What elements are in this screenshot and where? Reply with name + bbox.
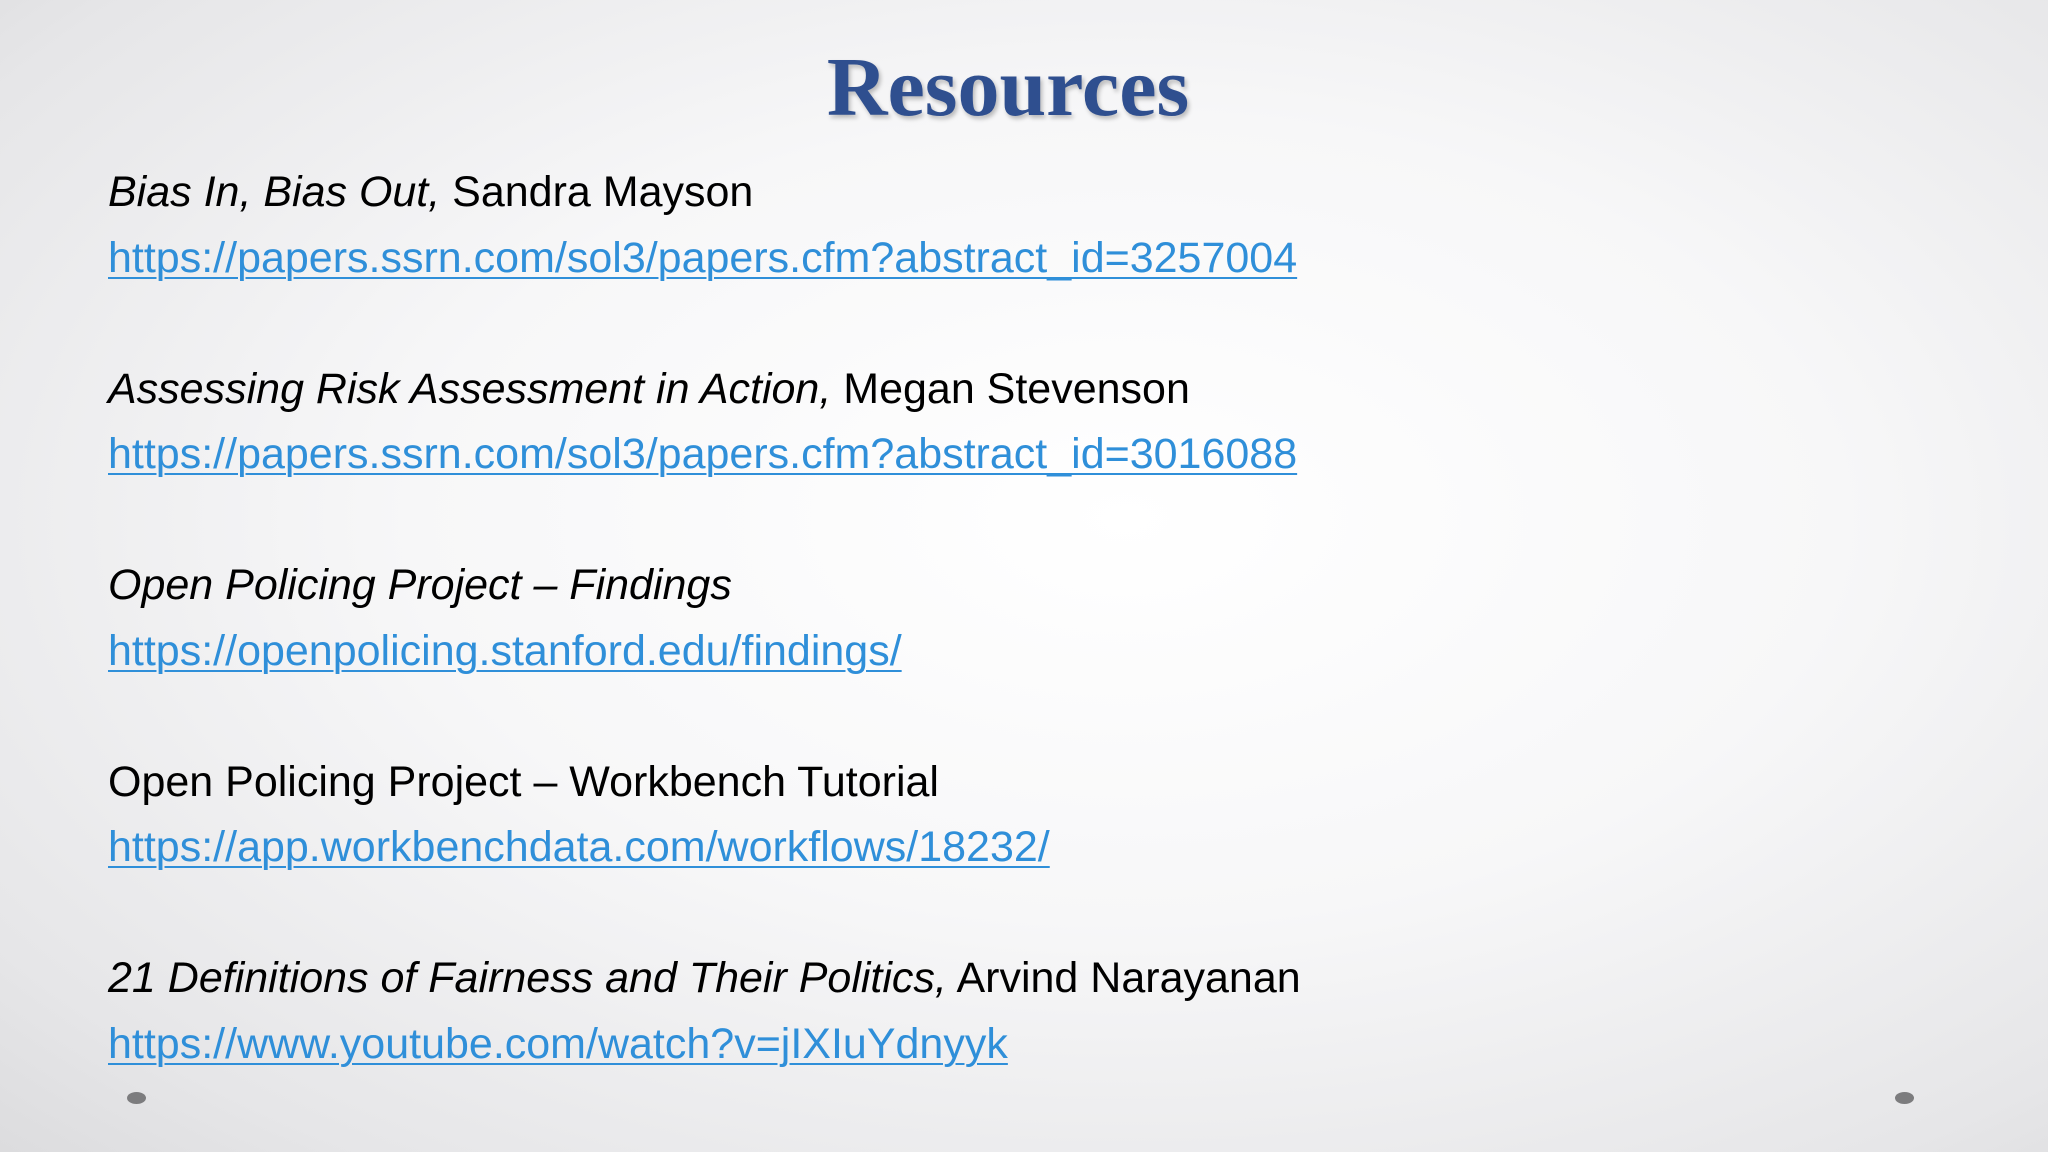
resource-5-author: Arvind Narayanan xyxy=(956,954,1301,1002)
resource-2-citation xyxy=(108,357,1608,423)
resource-1-link[interactable]: https://papers.ssrn.com/sol3/papers.cfm?abstract_id=3257004 xyxy=(108,233,1298,282)
spacer xyxy=(108,881,1608,947)
resource-1-citation xyxy=(108,160,1608,226)
resource-5-title: 21 Definitions of Fairness and Their Politics, xyxy=(108,954,947,1002)
resource-3-citation xyxy=(108,553,1608,619)
spacer xyxy=(108,291,1608,357)
resource-3-link-row xyxy=(108,619,1608,685)
resource-3-link[interactable]: https://openpolicing.stanford.edu/findings/ xyxy=(108,626,902,675)
resource-1-link-row xyxy=(108,226,1608,292)
resource-4-link[interactable]: https://app.workbenchdata.com/workflows/18232/ xyxy=(108,823,1050,871)
resource-4-citation xyxy=(108,750,1608,816)
resource-1-author: Sandra Mayson xyxy=(452,168,754,216)
resource-5-citation xyxy=(108,946,1608,1012)
resource-5-link[interactable]: https://www.youtube.com/watch?v=jIXIuYdnyyk xyxy=(108,1019,1008,1068)
resource-2-link[interactable]: https://papers.ssrn.com/sol3/papers.cfm?abstract_id=3016088 xyxy=(108,430,1298,478)
slide-title: Resources xyxy=(826,41,1190,134)
resource-3-title: Open Policing Project – Findings xyxy=(108,561,732,609)
spacer xyxy=(108,684,1608,750)
spacer xyxy=(108,488,1608,554)
resource-list xyxy=(108,160,1608,1077)
resource-2-author: Megan Stevenson xyxy=(843,364,1190,413)
slide-decoration-dot-left xyxy=(127,1092,146,1104)
resource-4-author: Open Policing Project – Workbench Tutorial xyxy=(108,757,939,806)
resource-2-title: Assessing Risk Assessment in Action, xyxy=(108,364,832,413)
resource-5-link-row xyxy=(108,1012,1608,1078)
resource-4-link-row xyxy=(108,815,1608,881)
slide-decoration-dot-right xyxy=(1895,1092,1914,1104)
resource-1-title: Bias In, Bias Out, xyxy=(108,168,441,216)
resource-2-link-row xyxy=(108,422,1608,488)
